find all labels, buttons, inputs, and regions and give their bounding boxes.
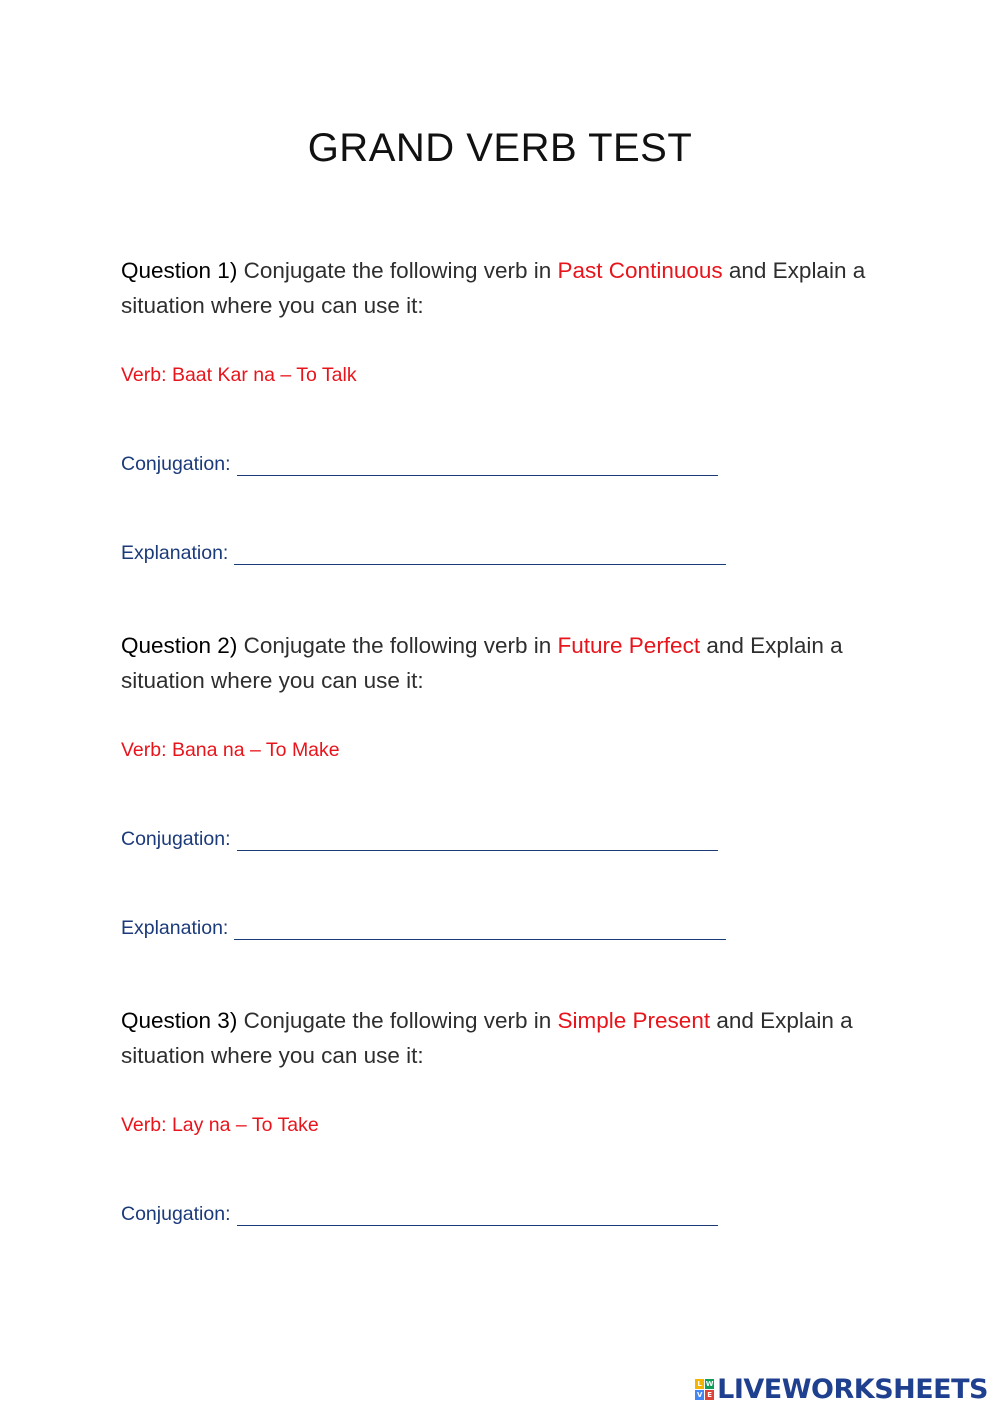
verb-prompt-3: Verb: Lay na – To Take (121, 1114, 319, 1136)
explanation-answer-1[interactable] (121, 542, 726, 565)
explanation-blank[interactable] (234, 544, 726, 565)
question-label: Question 2) (121, 633, 238, 658)
logo-text: LIVEWORKSHEETS (717, 1374, 988, 1405)
explanation-blank[interactable] (234, 919, 726, 940)
conjugation-blank[interactable] (237, 455, 718, 476)
question-label: Question 1) (121, 258, 238, 283)
verb-prompt-2: Verb: Bana na – To Make (121, 739, 340, 761)
conjugation-blank[interactable] (237, 1205, 718, 1226)
conjugation-answer-1[interactable] (121, 453, 718, 476)
conjugation-label: Conjugation: (121, 453, 231, 475)
explanation-label: Explanation: (121, 542, 229, 564)
conjugation-label: Conjugation: (121, 1203, 231, 1225)
question-text-end: and Explain a situation where you can use it: (121, 633, 843, 693)
conjugation-answer-2[interactable] (121, 828, 718, 851)
conjugation-blank[interactable] (237, 830, 718, 851)
conjugation-label: Conjugation: (121, 828, 231, 850)
tense-label: Simple Present (557, 1008, 711, 1033)
explanation-answer-2[interactable] (121, 917, 726, 940)
logo-mark-letter: V (696, 1391, 703, 1399)
tense-label: Past Continuous (557, 258, 723, 283)
tense-label: Future Perfect (557, 633, 701, 658)
question-text: Conjugate the following verb in (237, 258, 558, 283)
explanation-label: Explanation: (121, 917, 229, 939)
liveworksheets-logo (695, 1374, 988, 1405)
question-2 (121, 628, 891, 698)
page-title: GRAND VERB TEST (307, 126, 693, 170)
logo-mark-letter: L (695, 1379, 704, 1389)
question-text: Conjugate the following verb in (237, 633, 558, 658)
logo-mark-letter: E (705, 1390, 714, 1400)
question-3 (121, 1003, 891, 1073)
question-text-end: and Explain a situation where you can use it: (121, 258, 866, 318)
question-label: Question 3) (121, 1008, 238, 1033)
verb-prompt-1: Verb: Baat Kar na – To Talk (121, 364, 357, 386)
question-text-end: and Explain a situation where you can use it: (121, 1008, 853, 1068)
conjugation-answer-3[interactable] (121, 1203, 718, 1226)
question-1 (121, 253, 891, 323)
question-text: Conjugate the following verb in (237, 1008, 558, 1033)
liveworksheets-logo-icon (695, 1379, 714, 1400)
logo-mark-letter: W (705, 1380, 714, 1388)
